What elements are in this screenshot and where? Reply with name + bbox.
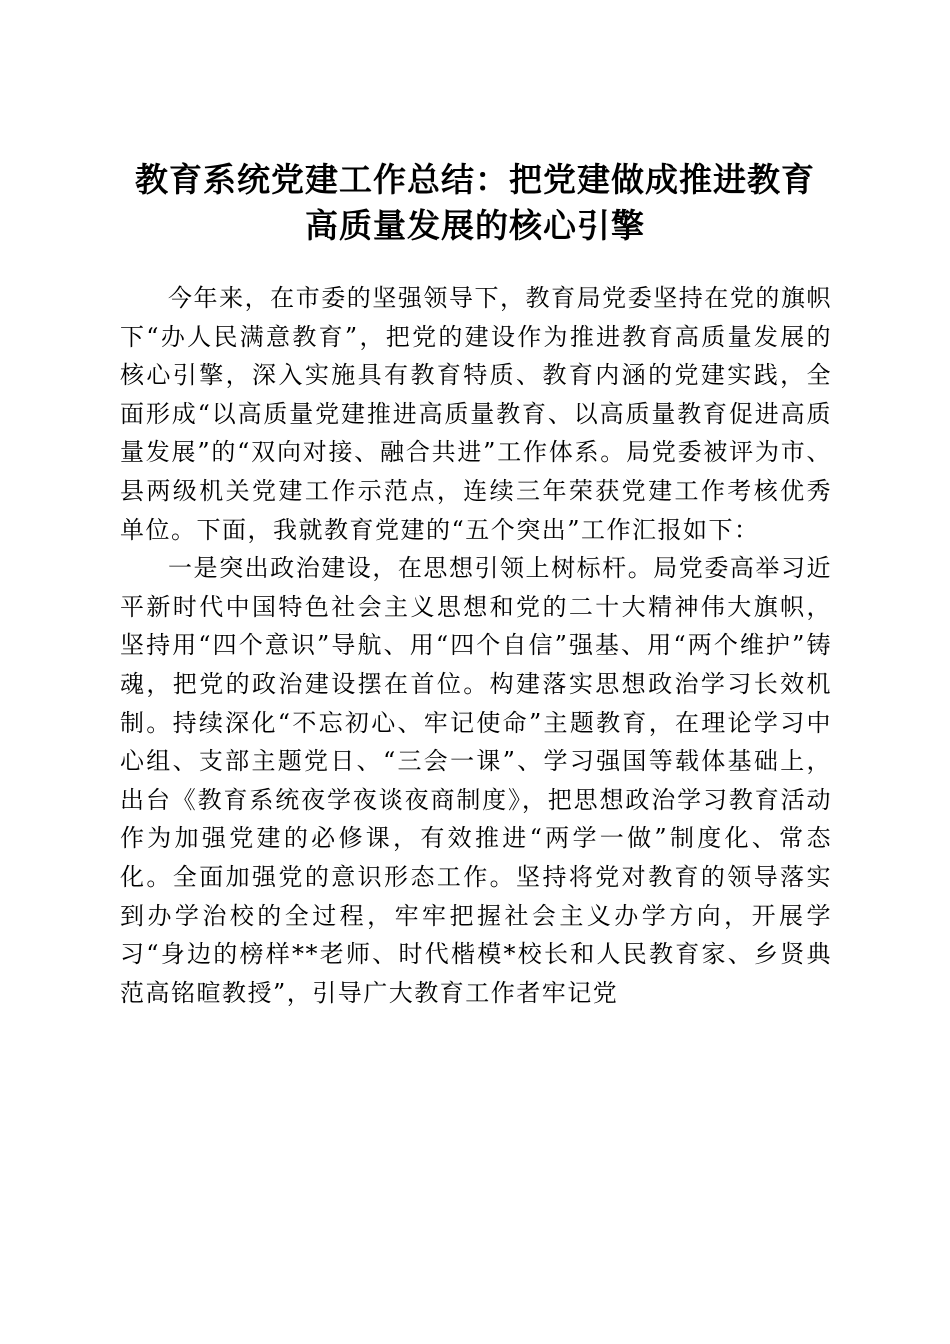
section-one-text: 局党委高举习近平新时代中国特色社会主义思想和党的二十大精神伟大旗帜，坚持用“四个意识”导航、用“四个自信”强基、用“两个维护”铸魂，把党的政治建设摆在首位。构建落实思想政治学习长效机制。持续深化“不忘初心、牢记使命”主题教育，在理论学习中心组、支部主题党日、“三会一课”、学习强国等载体基础上，出台《教育系统夜学夜谈夜商制度》，把思想政治学习教育活动作为加强党建的必修课，有效推进“两学一做”制度化、常态化。全面加强党的意识形态工作。坚持将党对教育的领导落实到办学治校的全过程，牢牢把握社会主义办学方向，开展学习“身边的榜样**老师、时代楷模*校长和人民教育家、乡贤典范高铭暄教授”，引导广大教育工作者牢记党 [120, 554, 833, 1007]
section-one-paragraph [120, 549, 832, 1012]
section-one-heading: 一是突出政治建设，在思想引领上树标杆。 [168, 554, 654, 583]
title-line-2: 高质量发展的核心引擎 [305, 206, 645, 246]
document-body [120, 279, 832, 1012]
document-title [100, 157, 850, 249]
intro-paragraph: 今年来，在市委的坚强领导下，教育局党委坚持在党的旗帜下“办人民满意教育”，把党的建设作为推进教育高质量发展的核心引擎，深入实施具有教育特质、教育内涵的党建实践，全面形成“以高质量党建推进高质量教育、以高质量教育促进高质量发展”的“双向对接、融合共进”工作体系。局党委被评为市、县两级机关党建工作示范点，连续三年荣获党建工作考核优秀单位。下面，我就教育党建的“五个突出”工作汇报如下： [120, 284, 832, 544]
title-line-1: 教育系统党建工作总结：把党建做成推进教育 [135, 160, 815, 200]
